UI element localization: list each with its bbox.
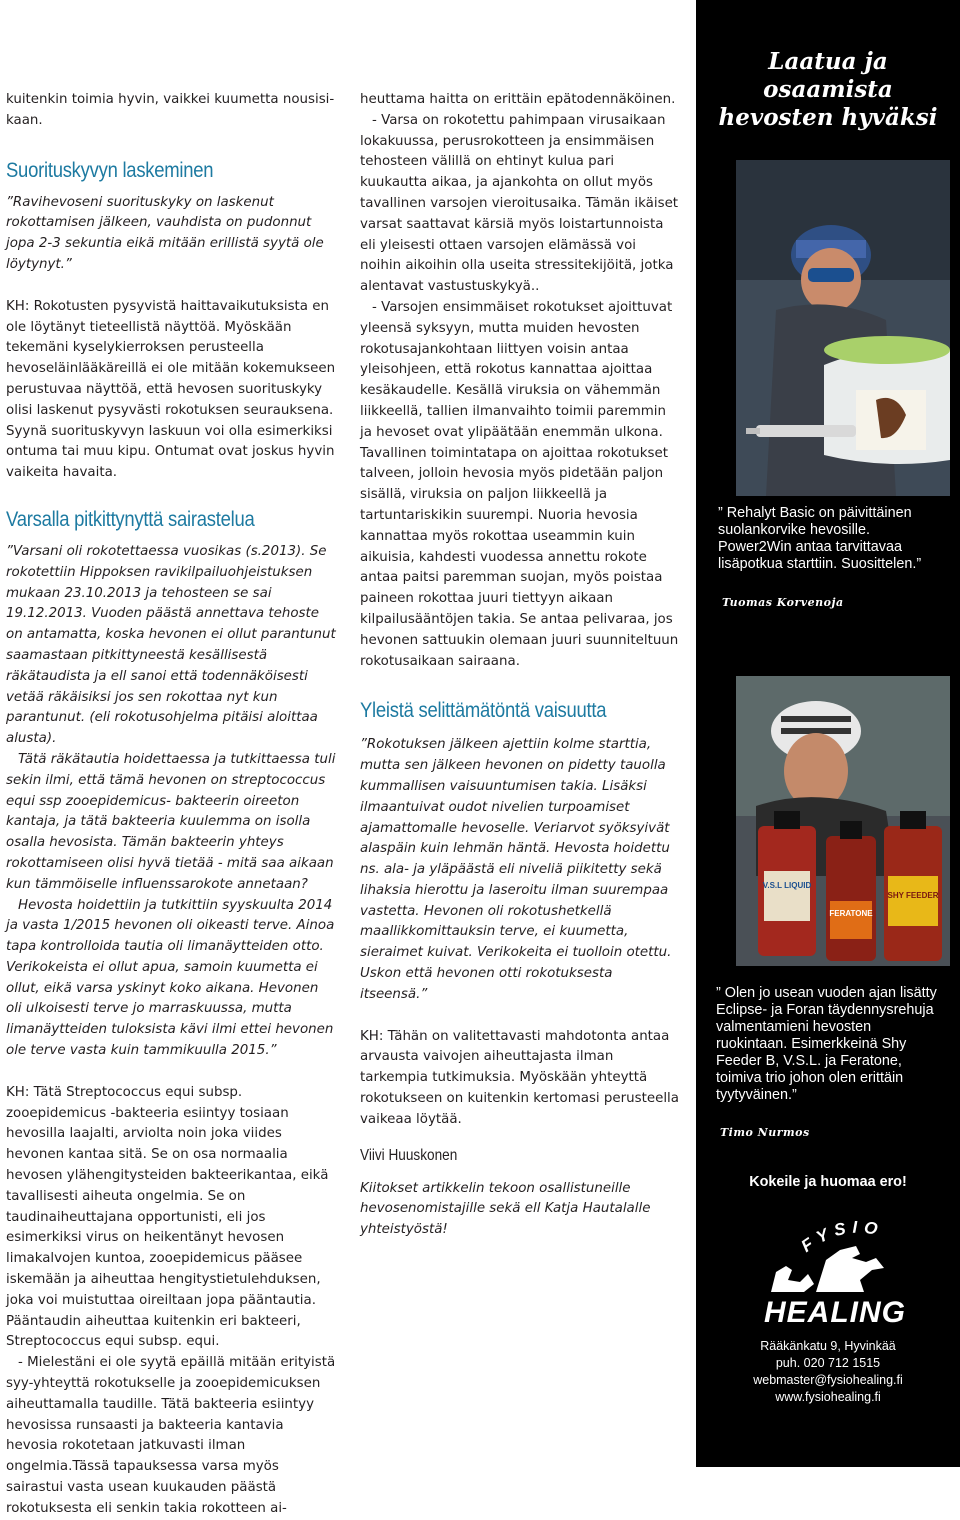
answer-foal-3: - Varsa on rokotettu pahimpaan virusaikaan lokakuussa, perusrokotteen ja ensimmäisen tehosteen välillä on ehtinyt kulua pari kuukautta aikaa, ja ajankohta on ollut myös tavallinen varsojen vieroitusaika. Tämän ikäiset varsat saattavat kärsiä myös loistartunnoista eli yleisesti ottaen varsojen elämässä voi noihin aikoihin olla useita stressitekijöitä, jotka alentavat vastustuskykyä.. [360, 112, 679, 295]
heading-unexplained: Yleistä selittämätöntä vaisuutta [360, 699, 607, 723]
continued-text: heuttama haitta on erittäin epätodennäköinen. [360, 92, 676, 107]
thanks-text: Kiitokset artikkelin tekoon osallistuneille hevosenomistajille sekä ell Katja Hautalalle yhteistyöstä! [360, 1180, 651, 1238]
ad-photo-driver-1 [736, 160, 950, 496]
ad-photo-driver-2 [736, 676, 950, 966]
advertisement [696, 0, 960, 1467]
product-label: FERATONE [829, 909, 873, 918]
ad-headline [696, 48, 960, 132]
ad-call-to-action: Kokeile ja huomaa ero! [749, 1174, 907, 1190]
answer-foal-4: - Varsojen ensimmäiset rokotukset ajoittuvat yleensä syksyyn, mutta muiden hevosten rokotusajankohtaan liittyen voisin antaa yleisohjeen, että rokotus kannattaa ajoittaa kesäkaudelle. Kesällä viruksia on vähemmän liikkeellä, tallien ilmanvaihto toimii paremmin ja hevoset ovat ylipäätään enemmän ulkona. Tavallinen toimintatapa on ajoittaa rokotukset talveen, jolloin hevosia myös pidetään paljon sisällä, viruksia on paljon liikkeellä ja tartuntariskikin suurempi. Nuoria hevosia kannattaa myös rokottaa useammin kuin aikuisia, kahdesti vuodessa annettu rokote antaa paitsi paremman suojan, myös poistaa paineen rokottaa juuri tiettyyn aikaan kilpailusääntöjen takia. Se antaa pelivaraa, jos hevonen sattuukin olemaan juuri suunniteltuun rokotusaikaan sairaana. [360, 299, 679, 669]
answer-foal-2: - Mielestäni ei ole syytä epäillä mitään erityistä syy-yhteyttä rokotukselle ja zooepidemicuksen aiheuttamalla taudille. Tätä bakteeria esiintyy hevosissa runsaasti ja bakteeria kantavia hevosia rokotetaan jatkuvasti ilman ongelmia.Tässä tapauksessa varsa myös sairastui vasta usean kuukauden päästä rokotuksesta eli senkin takia rokotteen ai- [6, 1355, 336, 1516]
quote-performance: ”Ravihevoseni suorituskyky on laskenut rokottamisen jälkeen, vauhdista on pudonnut jopa 2-3 sekuntia eikä mitään erillistä syytä ole löytynyt.” [6, 194, 324, 272]
answer-unexplained: KH: Tähän on valitettavasti mahdotonta antaa arvausta vaivojen aiheuttajasta ilman tarkempia tutkimuksia. Myöskään yhteyttä rokotukseen on kuitenkin kertomasi perusteella vaikeaa löytää. [360, 1028, 679, 1127]
ad-email[interactable]: webmaster@fysiohealing.fi [753, 1373, 903, 1387]
logo-bottom-text: HEALING [764, 1296, 906, 1328]
ad-quote-2: ” Olen jo usean vuoden ajan lisätty Eclipse- ja Foran täydennysrehuja valmentamieni hevosten ruokintaan. Esimerkkeinä Shy Feeder B, V.S.L. ja Feratone, toimiva trio johon olen erittäin tyytyväinen.” [716, 985, 937, 1103]
quote-foal-1: ”Varsani oli rokotettaessa vuosikas (s.2013). Se rokotettiin Hippoksen ravikilpailuohjeistuksen mukaan 23.10.2013 ja tehosteen se sai 19.12.2013. Vuoden päästä annettava tehoste on antamatta, koska hevonen ei ollut parantunut saamastaan pitkittyneestä kesällisestä räkätaudista ja ell sanoi että todennäköisesti vetää räkäisiksi jos sen rokottaa nyt kun parantunut. (eli rokotusohjelma pitäisi aloittaa alusta). [6, 543, 336, 747]
answer-performance: KH: Rokotusten pysyvistä haittavaikutuksista en ole löytänyt tieteellistä näyttöä. Myöskään tekemäni kyselykierroksen perusteella hevoseläinlääkäreillä ei ole mitään kokemukseen perustuvaa näyttöä, että hevosen suorituskyky olisi laskenut pysyvästi rokotuksen seurauksena. Syynä suorituskyvyn laskuun voi olla esimerkiksi ontuma tai muu kipu. Ontumat ovat joskus hyvin vaikeita havaita. [6, 298, 336, 481]
driver-bottles-image [736, 676, 950, 966]
ad-quote-2-author: Timo Nurmos [720, 1126, 810, 1139]
quote-foal-3: Hevosta hoidettiin ja tutkittiin syyskuulta 2014 ja vasta 1/2015 hevonen oli oikeasti terve. Ainoa tapa kontrolloida tautia oli limanäytteiden otto. Verikokeista ei ollut apua, samoin kuumetta ei ollut, eikä varsa yskinyt koko aikana. Hevonen oli ulkoisesti terve jo marraskuussa, mutta limanäytteiden tuloksista kävi ilmi ettei hevonen ole terve vasta kuin tammikuulla 2015.” [6, 897, 335, 1059]
fysio-healing-logo [756, 1210, 946, 1328]
intro-text: kuitenkin toimia hyvin, vaikkei kuumetta nousisi-kaan. [6, 92, 335, 128]
ad-website[interactable]: www.fysiohealing.fi [775, 1390, 881, 1404]
quote-foal-2: Tätä räkätautia hoidettaessa ja tutkittaessa tuli sekin ilmi, että tämä hevonen on streptococcus equi ssp zooepidemicus- bakteerin oireeton kantaja, ja tätä bakteeria kuulemma on isolla osalla hevosista. Tämän bakteerin yhteys rokottamiseen olisi hyvä tietää - mitä saa aikaan kun tämmöiselle influenssarokote annetaan? [6, 751, 336, 892]
horse-dog-logo-icon [756, 1210, 946, 1328]
driver-product-image [736, 160, 950, 496]
author-signature: Viivi Huuskonen [360, 1146, 458, 1164]
answer-foal-1: KH: Tätä Streptococcus equi subsp. zooepidemicus -bakteeria esiintyy tosiaan hevosilla laajalti, arviolta noin joka viides hevonen kantaa sitä. Se on osa normaalia hevosen ylähengitysteiden bakteerikantaa, eikä tavallisesti aiheuta ongelmia. Se on taudinaiheuttajana opportunisti, eli jos esimerkiksi virus on heikentänyt hevosen limakalvojen kuntoa, zooepidemicus pääsee iskemään ja aiheuttaa hengitystietulehduksen, joka voi muistuttaa oireiltaan jopa pääntautia. Pääntaudin aiheuttaa kuitenkin eri bakteeri, Streptococcus equi subsp. equi. [6, 1084, 329, 1350]
heading-performance: Suorituskyvyn laskeminen [6, 158, 214, 182]
article-column-2 [360, 90, 680, 1241]
ad-headline-line: hevosten hyväksi [718, 104, 938, 131]
ad-address: Rääkänkatu 9, Hyvinkää [760, 1339, 896, 1353]
quote-unexplained: ”Rokotuksen jälkeen ajettiin kolme starttia, mutta sen jälkeen hevonen on pidetty tauolla kummallisen vaisuuntumisen takia. Lisäksi ilmaantuivat oudot nivelien turpoamiset ajamattomalle hevoselle. Veriarvot syöksyivät alaspäin kuin lehmän häntä. Hevosta hoidettu ns. ala- ja yläpäästä eli niveliä piikitetty sekä lihaksia hierottu ja laseroitu ilman suurempaa vastetta. Hevonen oli rokotushetkellä maallikkomittauksin terve, ei kuumetta, sieraimet kuivat. Verikokeita ei tuolloin otettu. Uskon että hevonen otti rokotuksesta itseensä.” [360, 737, 672, 1002]
logo-top-text: FYSIO [797, 1217, 886, 1256]
ad-headline-line: osaamista [763, 76, 893, 103]
ad-contact-info [696, 1338, 960, 1406]
product-label: SHY FEEDER [887, 891, 939, 900]
article-column-1 [6, 90, 336, 1520]
ad-phone: puh. 020 712 1515 [775, 1356, 881, 1370]
heading-foal: Varsalla pitkittynyttä sairastelua [6, 507, 255, 531]
ad-quote-1: ” Rehalyt Basic on päivittäinen suolankorvike hevosille. Power2Win antaa tarvittavaa lisäpotkua starttiin. Suosittelen.” [718, 505, 922, 572]
ad-quote-1-author: Tuomas Korvenoja [722, 596, 844, 609]
ad-headline-line: Laatua ja [768, 48, 888, 75]
product-label: V.S.L LIQUID [762, 881, 812, 890]
